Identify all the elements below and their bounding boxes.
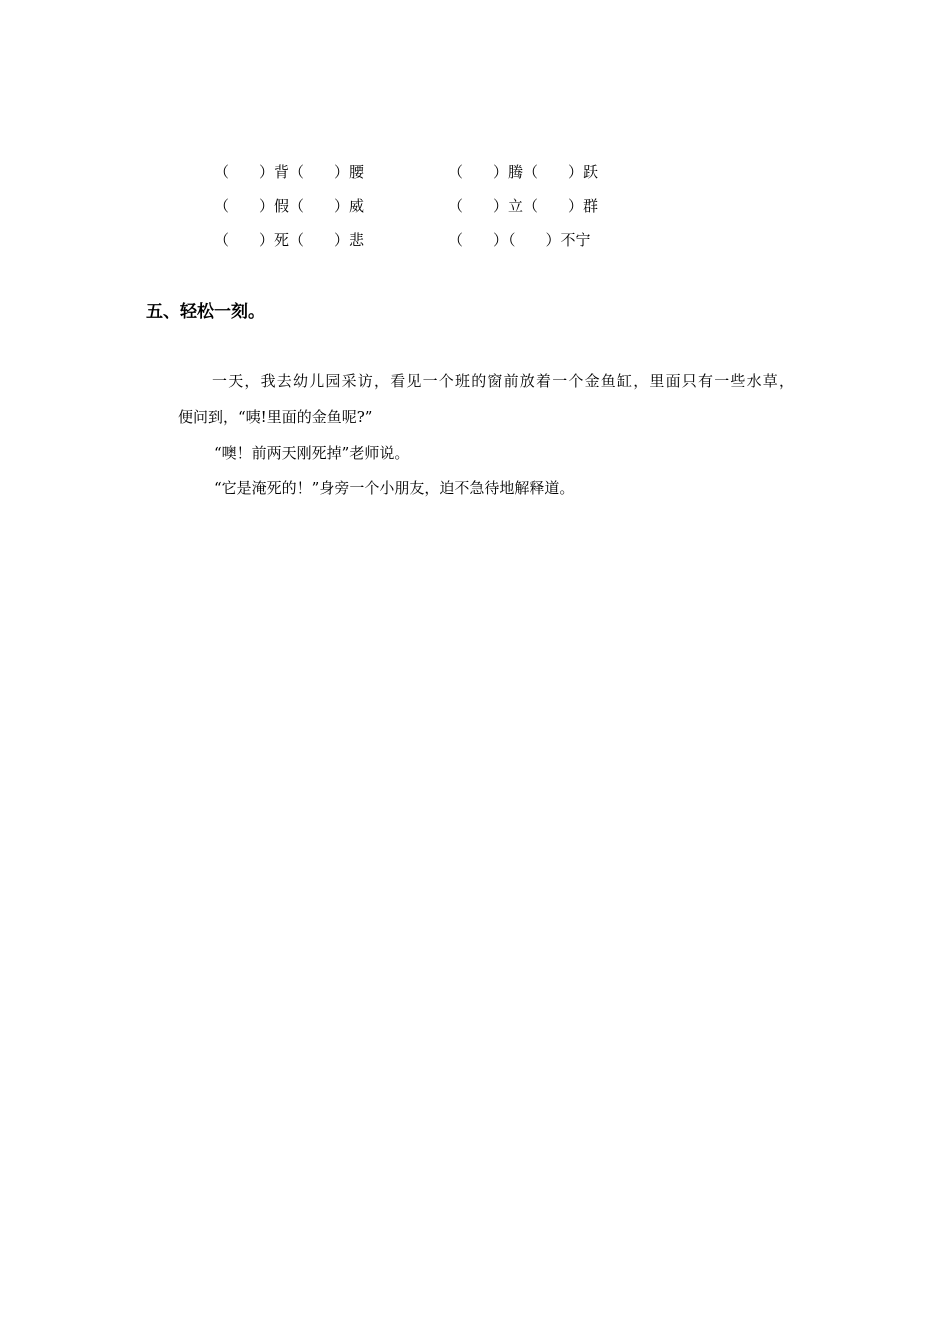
idiom-blank-right: （ ）立（ ）群 bbox=[448, 197, 599, 215]
story-line-2: 便问到，“咦!里面的金鱼呢?” bbox=[178, 408, 373, 426]
idiom-blank-right: （ ）腾（ ）跃 bbox=[448, 163, 599, 181]
section-heading: 五、轻松一刻。 bbox=[146, 302, 265, 322]
story-line-1: 一天，我去幼儿园采访，看见一个班的窗前放着一个金鱼缸，里面只有一些水草， bbox=[212, 372, 796, 390]
story-line-4: “它是淹死的！”身旁一个小朋友，迫不急待地解释道。 bbox=[214, 479, 575, 497]
idiom-blank-left: （ ）死（ ）悲 bbox=[214, 231, 365, 249]
fill-row-2 bbox=[0, 195, 950, 217]
fill-row-1 bbox=[0, 161, 950, 183]
idiom-blank-right: （ ）（ ）不宁 bbox=[448, 231, 591, 249]
idiom-blank-left: （ ）假（ ）威 bbox=[214, 197, 365, 215]
story-line-3: “噢！前两天刚死掉”老师说。 bbox=[214, 444, 410, 462]
idiom-blank-left: （ ）背（ ）腰 bbox=[214, 163, 365, 181]
fill-row-3 bbox=[0, 229, 950, 251]
